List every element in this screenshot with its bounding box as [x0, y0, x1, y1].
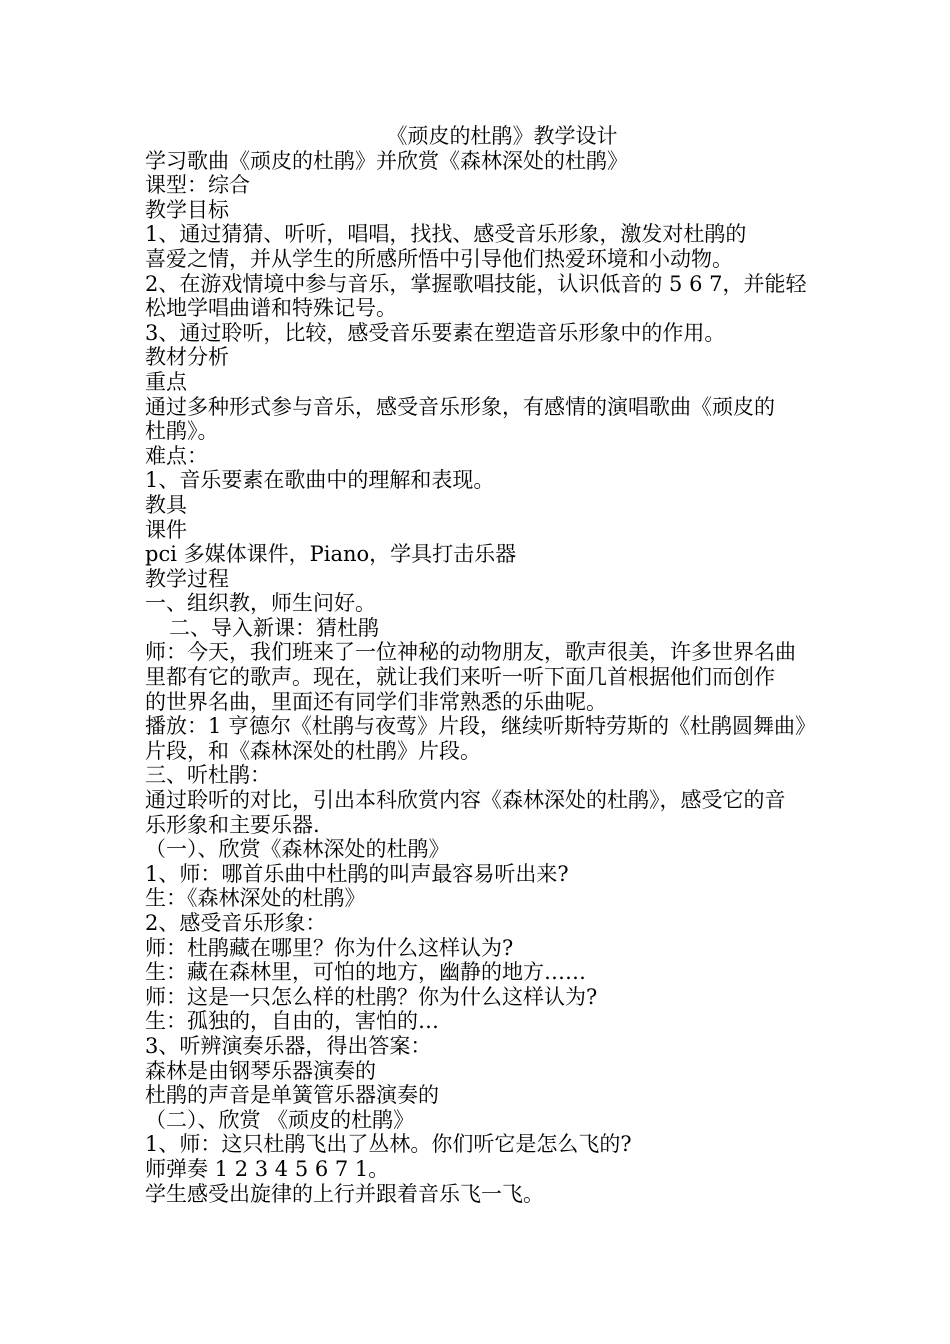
text-line: 2、感受音乐形象：	[145, 911, 327, 935]
section-heading: 课件	[145, 517, 187, 542]
text-line: （一）、欣赏《森林深处的杜鹃》	[145, 837, 450, 862]
text-line: 里都有它的歌声。现在，就让我们来听一听下面几首根据他们而创作	[145, 665, 775, 690]
text-line: 学习歌曲《顽皮的杜鹃》并欣赏《森林深处的杜鹃》	[145, 148, 628, 173]
section-heading: 教学过程	[145, 566, 229, 591]
text-line: 师：杜鹃藏在哪里？你为什么这样认为?	[145, 935, 514, 960]
section-heading: 教材分析	[145, 345, 229, 370]
text-line: 通过多种形式参与音乐，感受音乐形象，有感情的演唱歌曲《顽皮的	[145, 394, 775, 419]
text-line: 森林是由钢琴乐器演奏的	[145, 1058, 376, 1083]
text-line: 师弹奏 1 2 3 4 5 6 7 1。	[145, 1156, 390, 1181]
text-line: 2、在游戏情境中参与音乐，掌握歌唱技能，认识低音的 5 6 7，并能轻	[145, 271, 807, 296]
text-line: 杜鹃》。	[145, 419, 219, 444]
section-heading: 教具	[145, 492, 187, 517]
section-heading: 重点	[145, 369, 187, 394]
text-line: 生：孤独的，自由的，害怕的…	[145, 1009, 439, 1034]
section-heading: 难点：	[145, 443, 208, 468]
document-title: 《顽皮的杜鹃》教学设计	[386, 124, 618, 148]
document-body	[145, 124, 815, 1206]
text-line: 通过聆听的对比，引出本科欣赏内容《森林深处的杜鹃》，感受它的音	[145, 788, 786, 813]
text-line: 生：《森林深处的杜鹃》	[145, 886, 366, 911]
text-line: 杜鹃的声音是单簧管乐器演奏的	[145, 1083, 439, 1108]
text-line: 课型：综合	[145, 173, 250, 198]
text-line: 3、听辨演奏乐器，得出答案：	[145, 1033, 432, 1058]
text-line: 播放：1 亨德尔《杜鹃与夜莺》片段，继续听斯特劳斯的《杜鹃圆舞曲》	[145, 714, 817, 739]
section-heading: 教学目标	[145, 197, 229, 222]
text-line: 二、导入新课：猜杜鹃	[169, 615, 379, 640]
text-line: 乐形象和主要乐器.	[145, 812, 320, 837]
text-line: 生：藏在森林里，可怕的地方，幽静的地方……	[145, 960, 586, 985]
text-line: 1、通过猜猜、听听，唱唱，找找、感受音乐形象，激发对杜鹃的	[145, 222, 747, 247]
text-line: 师：今天，我们班来了一位神秘的动物朋友，歌声很美，许多世界名曲	[145, 640, 796, 665]
text-line: 学生感受出旋律的上行并跟着音乐飞一飞。	[145, 1181, 544, 1206]
text-line: 1、师：哪首乐曲中杜鹃的叫声最容易听出来?	[145, 861, 569, 886]
text-line: 一、组织教，师生问好。	[145, 591, 376, 616]
text-line: 三、听杜鹃：	[145, 763, 271, 788]
text-line: pci 多媒体课件，Piano，学具打击乐器	[145, 542, 517, 567]
text-line: 1、师：这只杜鹃飞出了丛林。你们听它是怎么飞的?	[145, 1132, 632, 1157]
text-line: 松地学唱曲谱和特殊记号。	[145, 296, 397, 321]
text-line: 1、音乐要素在歌曲中的理解和表现。	[145, 468, 495, 493]
text-line: 片段，和《森林深处的杜鹃》片段。	[145, 738, 481, 763]
text-line: 喜爱之情，并从学生的所感所悟中引导他们热爱环境和小动物。	[145, 246, 733, 271]
text-line: （二）、欣赏 《顽皮的杜鹃》	[145, 1107, 415, 1132]
text-line: 3、通过聆听，比较，感受音乐要素在塑造音乐形象中的作用。	[145, 320, 726, 345]
text-line: 师：这是一只怎么样的杜鹃？你为什么这样认为?	[145, 984, 598, 1009]
text-line: 的世界名曲，里面还有同学们非常熟悉的乐曲呢。	[145, 689, 607, 714]
